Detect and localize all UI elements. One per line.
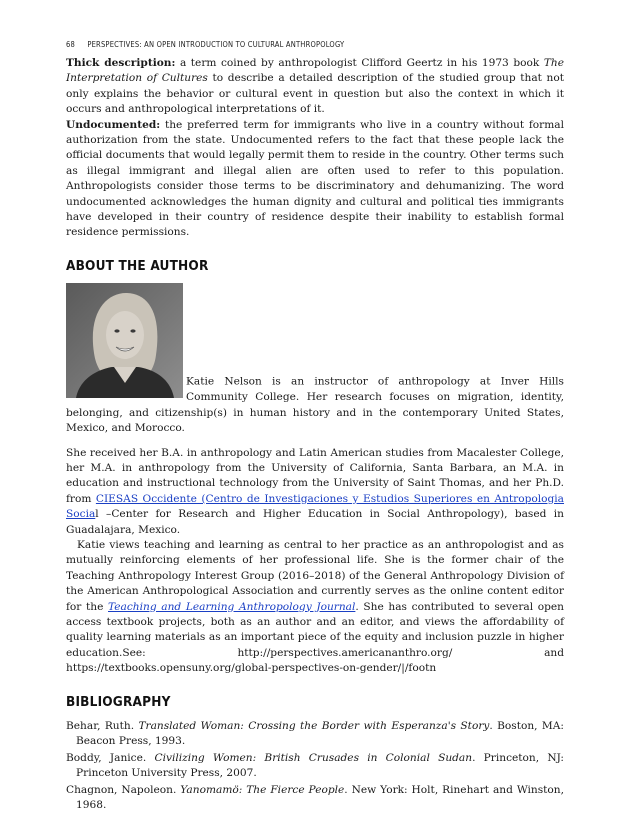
glossary-term: Thick description: [66,57,176,69]
author-bio-intro: Katie Nelson is an instructor of anthropology at Inver Hills Community College. Her research focuses on migration, identity, belonging, and citizenship(s) in human history and in the contemporary United States, Mexico, and Morocco. [66,375,564,435]
bib-entry: Chagnon, Napoleon. Yanomamö: The Fierce People. New York: Holt, Rinehart and Winston, 1968. [66,783,564,812]
ciesas-link[interactable]: CIESAS Occidente (Centro de Investigaciones y Estudios Superiores en Antropologia Socia [66,492,565,521]
book-title: The Interpretation of Cultures [66,57,564,85]
page-number: 68 [66,40,75,49]
glossary-undocumented [66,118,564,241]
glossary-text: the preferred term for immigrants who live in a country without formal authorization from the state. Undocumented refers to the fact that these people lack the official documents that would legally permit them to reside in the country. Other terms such as illegal immigrant and illegal alien are often used to refer to this population. Anthropologists consider those terms to be discriminatory and dehumanizing. The word undocumented acknowledges the human dignity and cultural and political ties immigrants have developed in their country of residence despite their inability to establish formal residence permissions. [66,118,564,239]
glossary-text: a term coined by anthropologist Clifford Geertz in his 1973 book [175,57,544,69]
about-heading: ABOUT THE AUTHOR [66,257,209,274]
bib-entry: Behar, Ruth. Translated Woman: Crossing the Border with Esperanza's Story. Boston, MA: Beacon Press, 1993. [66,720,564,748]
glossary-thick-description [66,56,564,118]
glossary-text: to describe a detailed description of the studied group that not only explains the behavior or cultural event in question but also the context in which it occurs and anthropological interpretations of it. [66,72,564,116]
author-teaching: Katie views teaching and learning as central to her practice as an anthropologist and as mutually reinforcing elements of her professional life. She is the former chair of the Teaching Anthropology Interest Group (2016–2018) of the General Anthropology Division of the American Anthropological Association and currently serves as the online content editor for the Teaching and Learning Anthropology Journal. She has contributed to several open access textbook projects, both as an author and an editor, and views the affordability of quality learning materials as an important piece of the equity and inclusion puzzle in higher education.See: http://perspectives.americananthro.org/ and https://textbooks.opensuny.org/global-perspectives-on-gender/|/footn [66,538,564,675]
running-title: PERSPECTIVES: AN OPEN INTRODUCTION TO CULTURAL ANTHROPOLOGY [87,40,345,49]
journal-link[interactable]: Teaching and Learning Anthropology Journal [108,600,356,613]
author-education: She received her B.A. in anthropology and Latin American studies from Macalester College, her M.A. in anthropology from the University of California, Santa Barbara, an M.A. in education and instructional technology from the University of Saint Thomas, and her Ph.D. from CIESAS Occidente (Centro de Investigaciones y Estudios Superiores en Antropologia Social –Center for Research and Higher Education in Social Anthropology), based in Guadalajara, Mexico. [66,446,565,536]
running-header [66,40,344,49]
bib-entry: Boddy, Janice. Civilizing Women: British Crusades in Colonial Sudan. Princeton, NJ: Princeton University Press, 2007. [66,751,564,780]
bibliography-list [66,719,564,813]
glossary-term: Undocumented: [66,118,161,131]
page-content [66,56,564,814]
author-block [66,283,564,436]
bibliography-heading: BIBLIOGRAPHY [66,693,171,710]
author-photo [66,283,183,398]
